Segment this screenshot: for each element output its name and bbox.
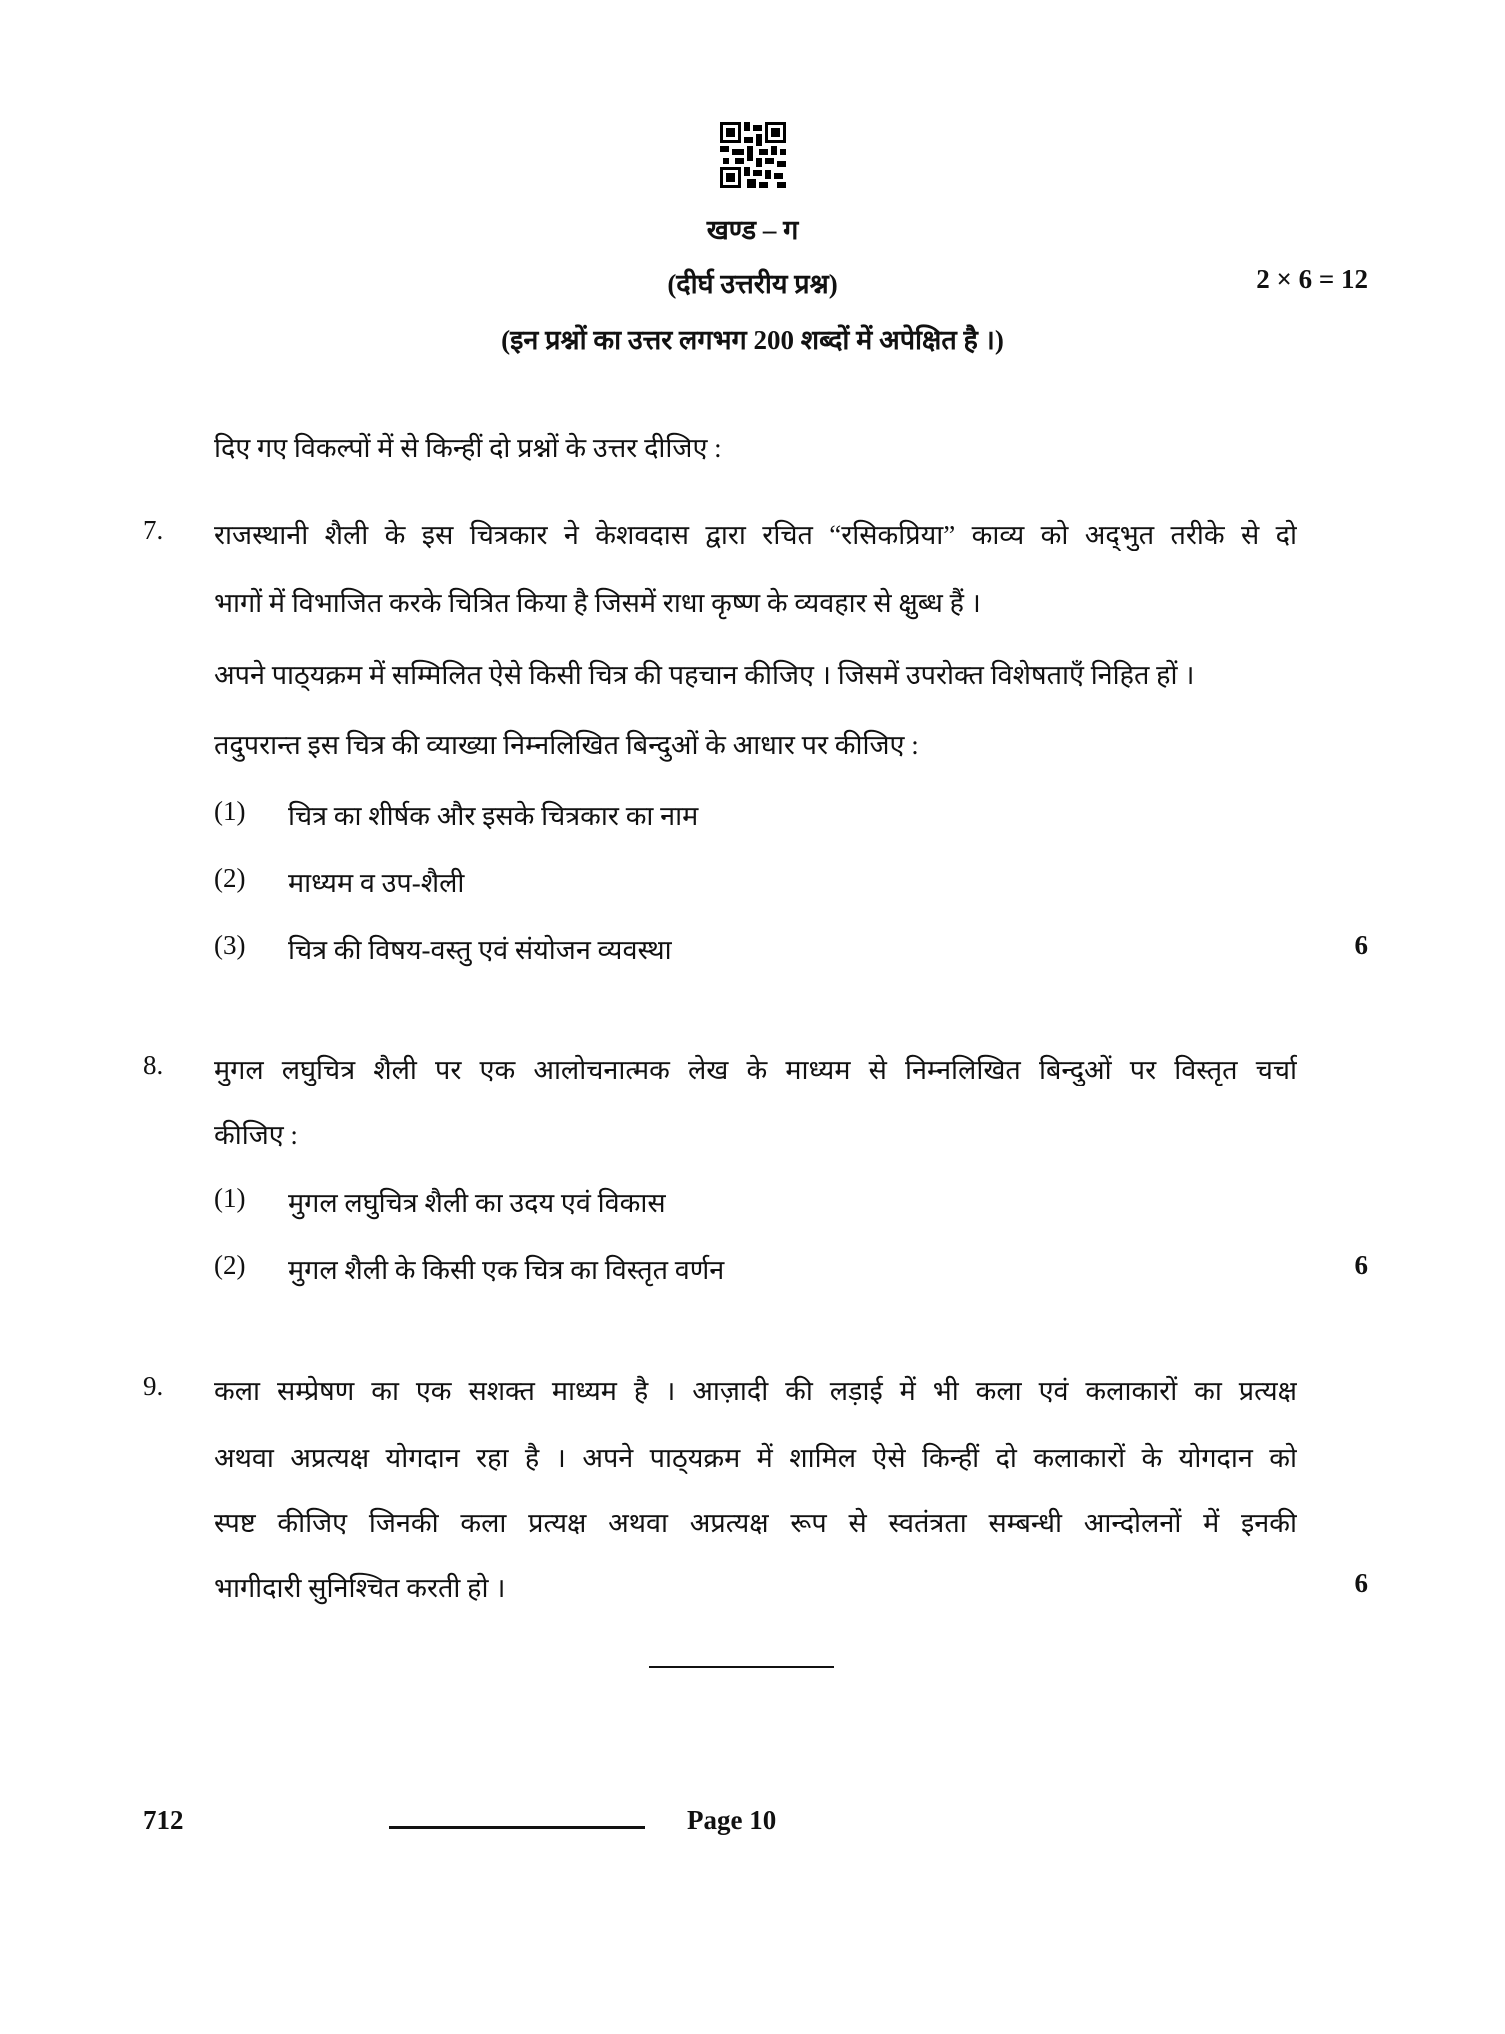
subpart-label: (1) xyxy=(214,796,246,826)
subpart-label: (1) xyxy=(214,1183,246,1213)
qr-code xyxy=(720,122,786,188)
paper-code: 712 xyxy=(143,1805,184,1835)
question-text-line: भागीदारी सुनिश्चित करती हो । xyxy=(214,1573,506,1603)
subpart-text: माध्यम व उप-शैली xyxy=(288,868,465,898)
subpart-label: (3) xyxy=(214,930,246,960)
subpart-text: चित्र का शीर्षक और इसके चित्रकार का नाम xyxy=(288,801,699,831)
subpart-text: चित्र की विषय-वस्तु एवं संयोजन व्यवस्था xyxy=(288,935,672,965)
subpart-label: (2) xyxy=(214,1250,246,1280)
word-limit-note: (इन प्रश्नों का उत्तर लगभग 200 शब्दों में अपेक्षित है ।) xyxy=(501,325,1004,355)
question-text-line: अपने पाठ्‌यक्रम में सम्मिलित ऐसे किसी चित्र की पहचान कीजिए । जिसमें उपरोक्त विशेषताएँ निहित हों । xyxy=(214,660,1195,690)
instruction: दिए गए विकल्पों में से किन्हीं दो प्रश्नों के उत्तर दीजिए : xyxy=(214,433,722,463)
question-text-line: स्पष्ट कीजिए जिनकी कला प्रत्यक्ष अथवा अप्रत्यक्ष रूप से स्वतंत्रता सम्बन्धी आन्दोलनों में इनकी xyxy=(214,1508,1297,1538)
page-number: Page 10 xyxy=(687,1805,777,1835)
question-text-line: मुगल लघुचित्र शैली पर एक आलोचनात्मक लेख के माध्यम से निम्नलिखित बिन्दुओं पर विस्तृत चर्चा xyxy=(214,1055,1297,1085)
subpart-text: मुगल शैली के किसी एक चित्र का विस्तृत वर्णन xyxy=(288,1255,725,1285)
question-text-line: कीजिए : xyxy=(214,1120,298,1150)
question-number: 8. xyxy=(143,1050,164,1080)
footer-divider xyxy=(389,1826,645,1829)
end-divider xyxy=(649,1666,834,1668)
total-marks: 2 × 6 = 12 xyxy=(1256,264,1368,294)
question-number: 9. xyxy=(143,1371,164,1401)
subpart-label: (2) xyxy=(214,863,246,893)
subpart-text: मुगल लघुचित्र शैली का उदय एवं विकास xyxy=(288,1188,666,1218)
question-text-line: भागों में विभाजित करके चित्रित किया है जिसमें राधा कृष्ण के व्यवहार से क्षुब्ध हैं । xyxy=(214,588,981,618)
question-text-line: अथवा अप्रत्यक्ष योगदान रहा है । अपने पाठ्‌यक्रम में शामिल ऐसे किन्हीं दो कलाकारों के योगदान को xyxy=(214,1443,1297,1473)
question-number: 7. xyxy=(143,515,164,545)
question-marks: 6 xyxy=(1354,1568,1368,1598)
question-text-line: कला सम्प्रेषण का एक सशक्त माध्यम है । आज़ादी की लड़ाई में भी कला एवं कलाकारों का प्रत्यक्ष xyxy=(214,1376,1297,1406)
question-text-line: तदुपरान्त इस चित्र की व्याख्या निम्नलिखित बिन्दुओं के आधार पर कीजिए : xyxy=(214,730,919,760)
section-title: खण्ड – ग xyxy=(706,215,799,245)
question-text-line: राजस्थानी शैली के इस चित्रकार ने केशवदास द्वारा रचित “रसिकप्रिया” काव्य को अद्‌भुत तरीके से दो xyxy=(214,520,1297,550)
question-marks: 6 xyxy=(1354,1250,1368,1280)
question-marks: 6 xyxy=(1354,930,1368,960)
section-type: (दीर्घ उत्तरीय प्रश्न) xyxy=(667,269,838,299)
